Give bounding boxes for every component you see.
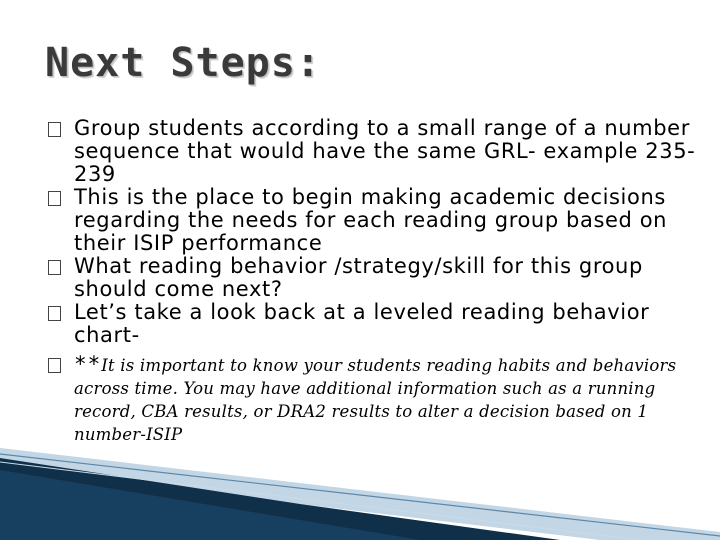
bullet-box-icon	[48, 306, 61, 321]
bullet-item	[48, 117, 698, 186]
decorative-swoosh	[0, 440, 720, 540]
bullet-item	[48, 301, 698, 347]
bullet-box-icon	[48, 191, 61, 206]
bullet-box-icon	[48, 358, 61, 373]
bullet-box-icon	[48, 122, 61, 137]
bullet-text: What reading behavior /strategy/skill for this group should come next?	[74, 254, 643, 301]
bullet-text: Let’s take a look back at a leveled reading behavior chart-	[74, 300, 650, 347]
bullet-text: Group students according to a small range of a number sequence that would have the same GRL- example 235-239	[74, 116, 696, 186]
note-text: It is important to know your students reading habits and behaviors across time. You may have additional information such as a running record, CBA results, or DRA2 results to alter a decision based on 1 number-ISIP	[74, 356, 677, 444]
note-item	[48, 353, 698, 445]
bullet-list	[48, 117, 698, 445]
bullet-item	[48, 186, 698, 255]
bullet-item	[48, 255, 698, 301]
bullet-box-icon	[48, 260, 61, 275]
bullet-text: This is the place to begin making academic decisions regarding the needs for each reading group based on their ISIP performance	[74, 185, 668, 255]
note-asterisks: **	[74, 352, 102, 376]
slide-title: Next Steps:	[45, 40, 321, 86]
